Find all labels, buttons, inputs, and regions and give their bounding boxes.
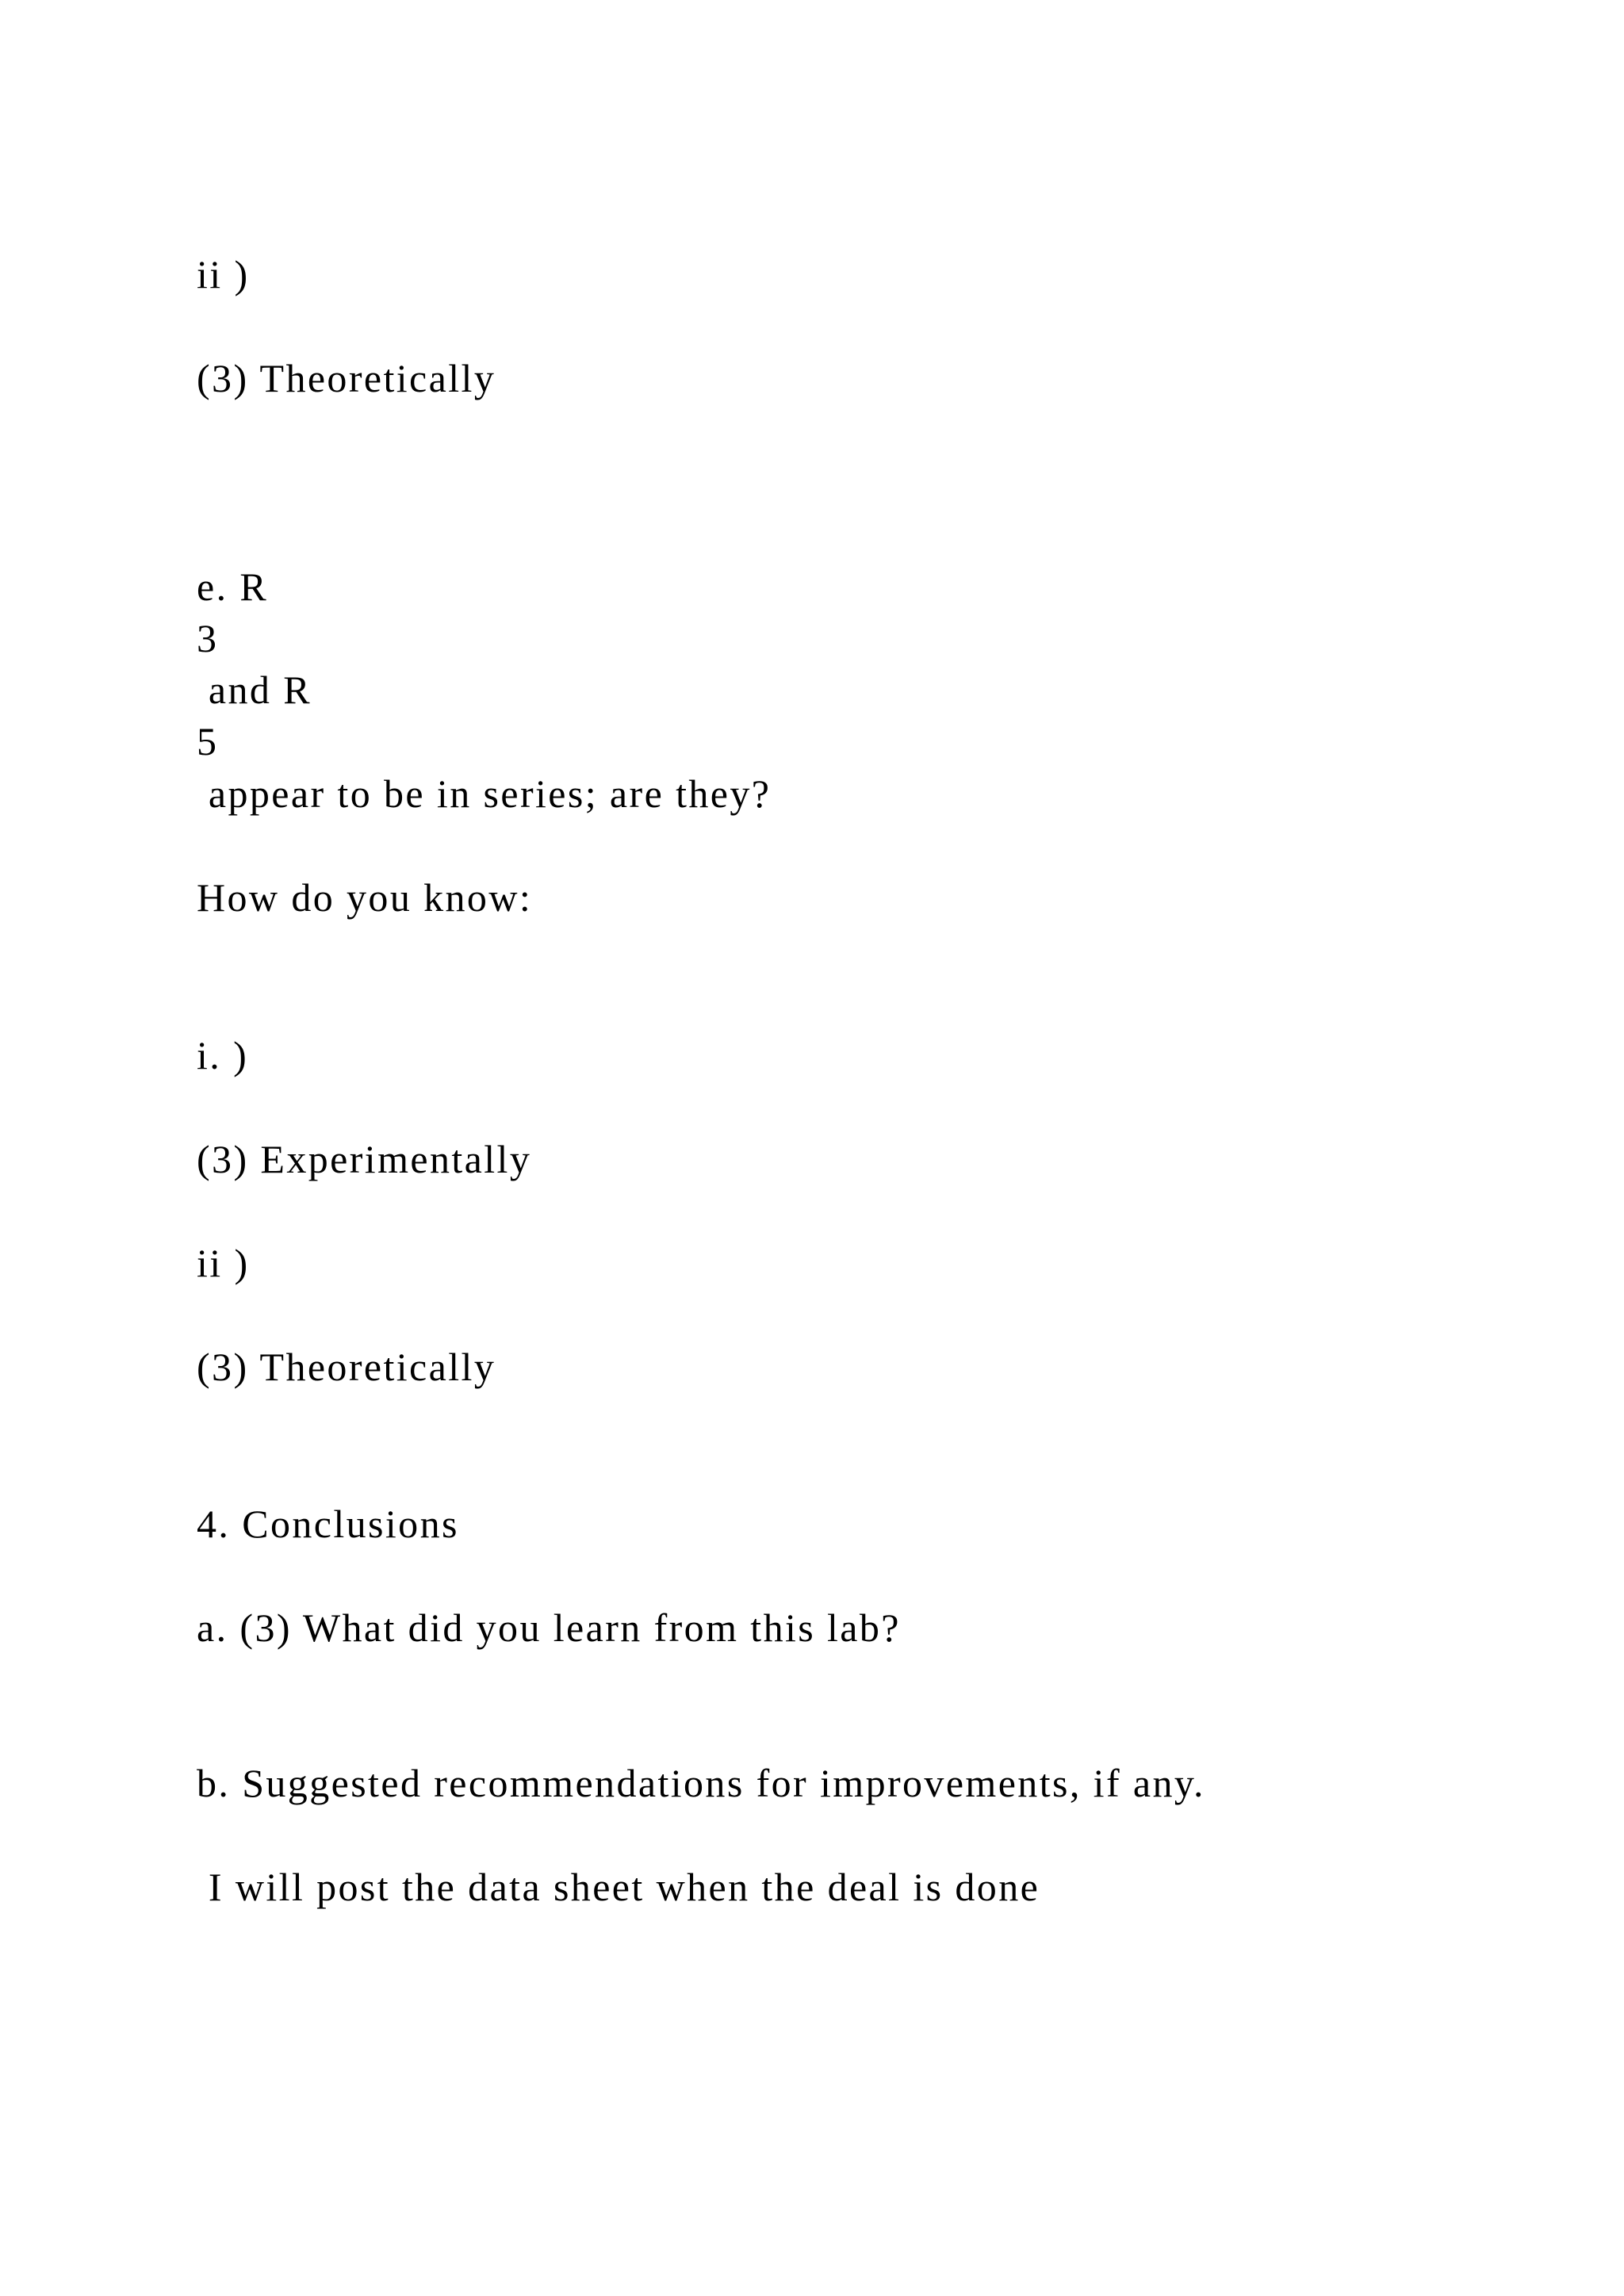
resistor-subscript-5: 5 (197, 719, 219, 763)
resistor-subscript-3: 3 (197, 616, 219, 660)
series-question: appear to be in series; are they? (197, 771, 772, 816)
item-i-label: i. ) (197, 1033, 249, 1077)
question-a-label: a. (3) What did you learn from this lab? (197, 1605, 901, 1650)
theoretically-label-2: (3) Theoretically (197, 1345, 496, 1389)
and-r-label: and R (197, 668, 312, 712)
how-do-you-know-label: How do you know: (197, 875, 533, 920)
question-e-label: e. R (197, 564, 269, 609)
theoretically-label: (3) Theoretically (197, 356, 496, 400)
closing-note: I will post the data sheet when the deal is done (197, 1865, 1040, 1909)
item-ii-label: ii ) (197, 252, 250, 297)
question-b-label: b. Suggested recommendations for improvements, if any. (197, 1761, 1205, 1805)
conclusions-heading: 4. Conclusions (197, 1502, 459, 1546)
item-ii-label-2: ii ) (197, 1241, 250, 1285)
experimentally-label: (3) Experimentally (197, 1137, 532, 1181)
